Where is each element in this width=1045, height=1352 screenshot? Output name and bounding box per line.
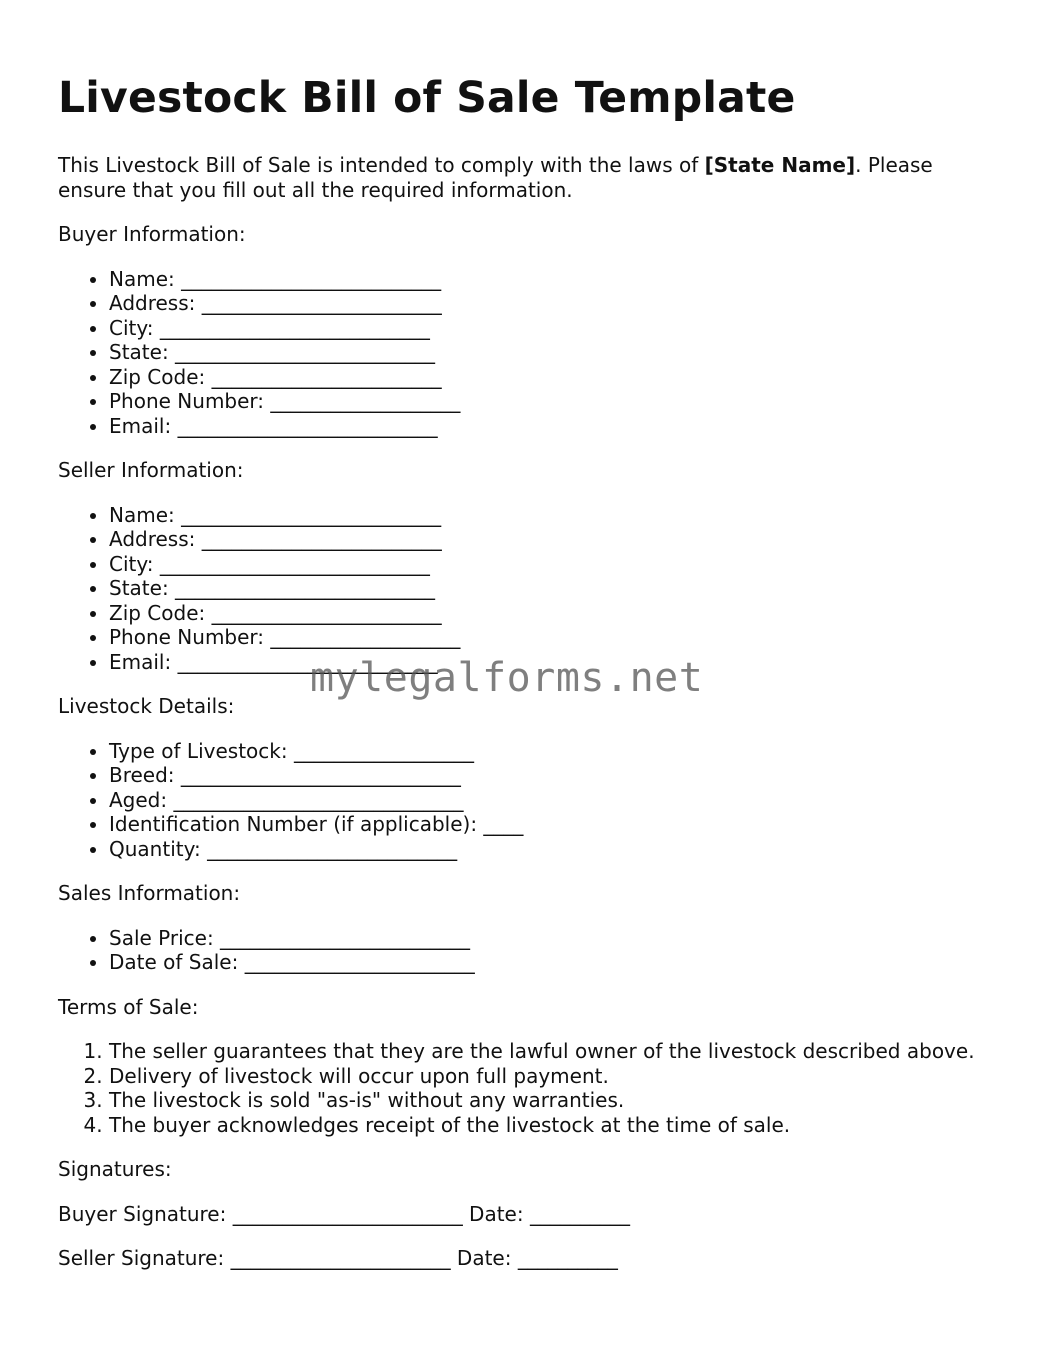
buyer-name-field: • Name: __________________________ — [109, 267, 978, 292]
livestock-type-field: • Type of Livestock: __________________ — [109, 739, 978, 764]
intro-text-after: . Please ensure that you fill out all the required information. — [58, 153, 933, 202]
intro-text-before: This Livestock Bill of Sale is intended to comply with the laws of — [58, 153, 705, 177]
terms-list — [58, 1039, 978, 1137]
term-item: 4. The buyer acknowledges receipt of the livestock at the time of sale. — [109, 1113, 978, 1138]
seller-fields-list — [58, 503, 978, 675]
buyer-signature-line: Buyer Signature: _______________________ Date: __________ — [58, 1201, 630, 1226]
seller-address-field: • Address: ________________________ — [109, 527, 978, 552]
seller-zip-field: • Zip Code: _______________________ — [109, 601, 978, 626]
seller-city-field: • City: ___________________________ — [109, 552, 978, 577]
sales-heading: Sales Information: — [58, 881, 241, 905]
seller-state-field: • State: __________________________ — [109, 576, 978, 601]
seller-heading: Seller Information: — [58, 458, 244, 482]
buyer-city-field: • City: ___________________________ — [109, 316, 978, 341]
intro-paragraph — [58, 153, 978, 202]
buyer-zip-field: • Zip Code: _______________________ — [109, 365, 978, 390]
sale-price-field: • Sale Price: _________________________ — [109, 926, 978, 951]
terms-heading: Terms of Sale: — [58, 994, 199, 1019]
term-item: 3. The livestock is sold "as-is" without any warranties. — [109, 1088, 978, 1113]
livestock-breed-field: • Breed: ____________________________ — [109, 763, 978, 788]
signatures-heading: Signatures: — [58, 1157, 172, 1181]
term-item: 1. The seller guarantees that they are the lawful owner of the livestock described above. — [109, 1039, 978, 1064]
livestock-id-field: • Identification Number (if applicable): ____ — [109, 812, 978, 837]
livestock-fields-list — [58, 739, 978, 862]
buyer-email-field: • Email: __________________________ — [109, 414, 978, 439]
buyer-heading: Buyer Information: — [58, 222, 246, 246]
buyer-address-field: • Address: ________________________ — [109, 291, 978, 316]
seller-email-field: • Email: __________________________ — [109, 650, 978, 675]
buyer-fields-list — [58, 267, 978, 439]
buyer-phone-field: • Phone Number: ___________________ — [109, 389, 978, 414]
sales-fields-list — [58, 926, 978, 975]
livestock-aged-field: • Aged: _____________________________ — [109, 788, 978, 813]
seller-phone-field: • Phone Number: ___________________ — [109, 625, 978, 650]
seller-signature-line: Seller Signature: ______________________ Date: __________ — [58, 1246, 618, 1270]
livestock-heading: Livestock Details: — [58, 694, 235, 718]
buyer-state-field: • State: __________________________ — [109, 340, 978, 365]
term-item: 2. Delivery of livestock will occur upon full payment. — [109, 1064, 978, 1089]
sale-date-field: • Date of Sale: _______________________ — [109, 950, 978, 975]
livestock-quantity-field: • Quantity: _________________________ — [109, 837, 978, 862]
seller-name-field: • Name: __________________________ — [109, 503, 978, 528]
watermark: mylegalforms.net — [310, 655, 704, 701]
state-name-placeholder: [State Name] — [704, 153, 856, 177]
page-title: Livestock Bill of Sale Template — [58, 74, 796, 123]
